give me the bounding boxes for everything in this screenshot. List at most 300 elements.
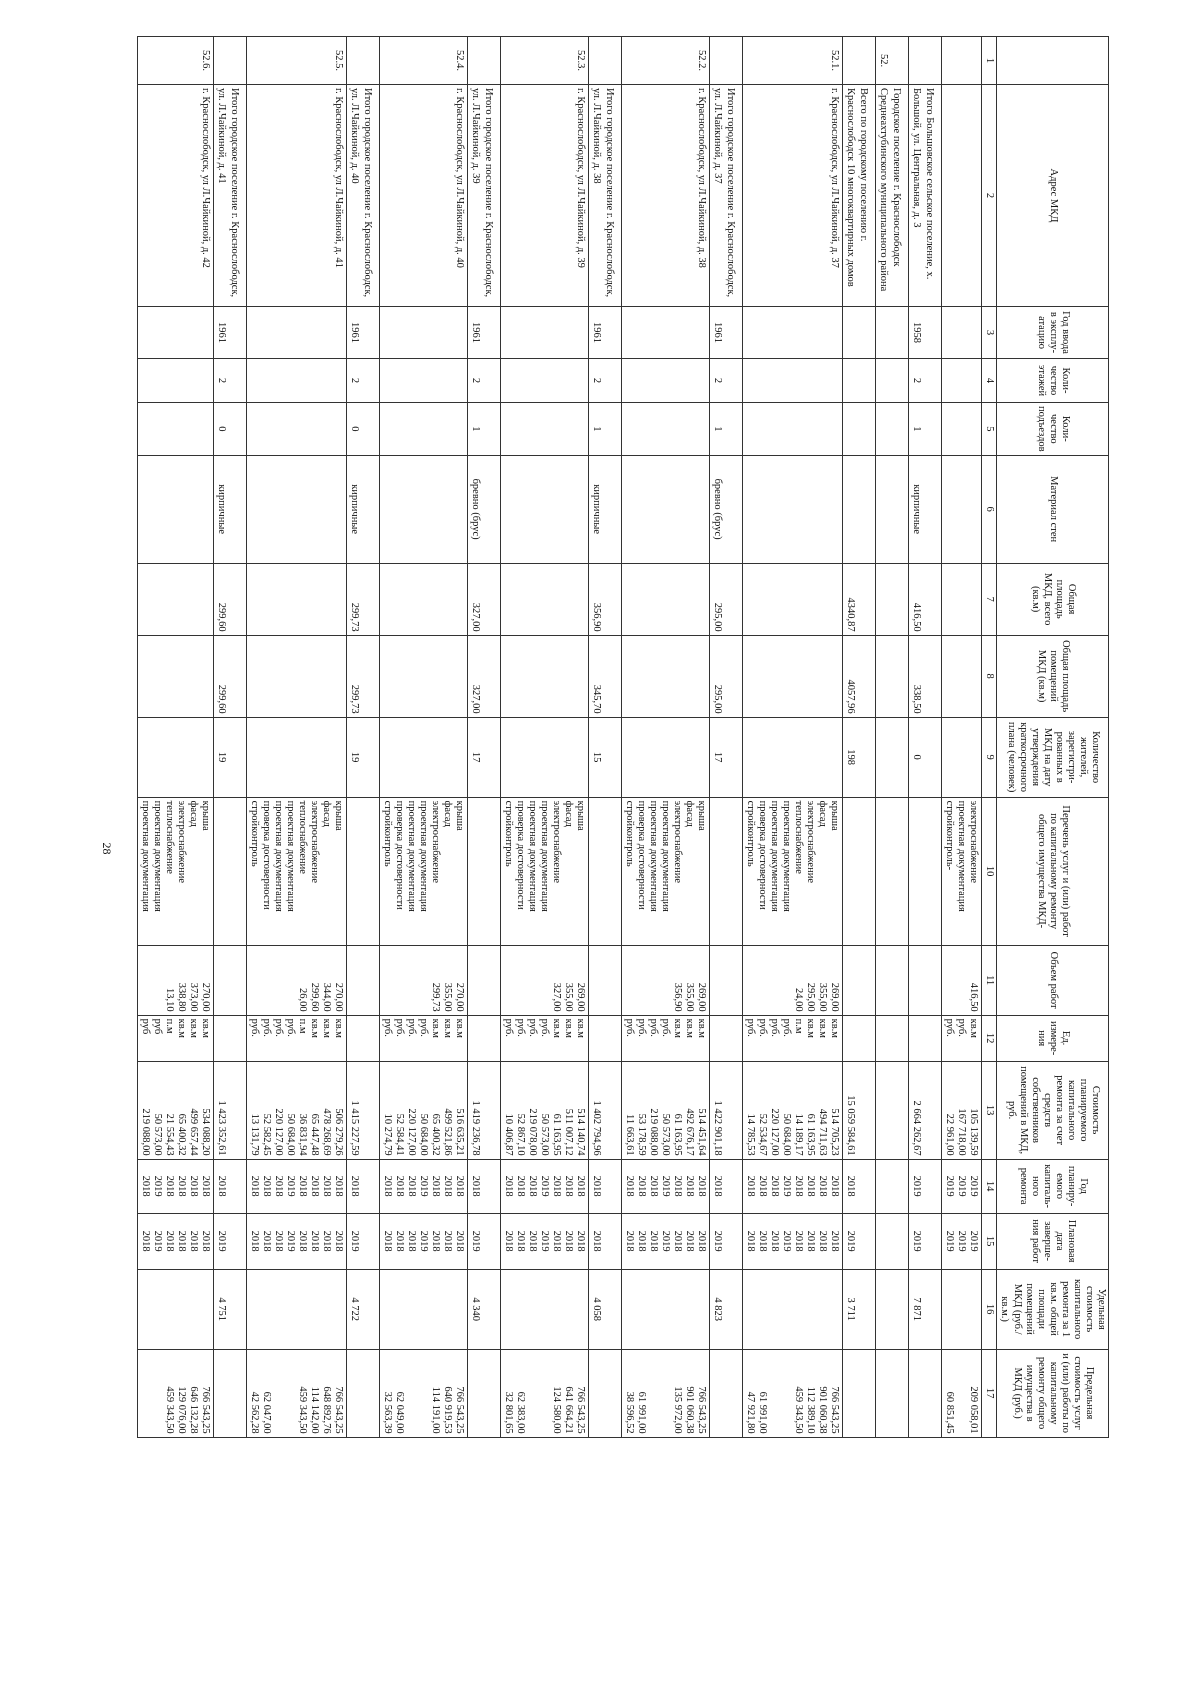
cost-value: 220 127,00	[273, 1108, 285, 1156]
address-cell: г. Краснослободск, ул Л.Чайкиной, д. 40	[380, 85, 468, 307]
entrances-count: 1	[468, 403, 501, 456]
empty-cell	[247, 717, 347, 797]
column-header: Удельная стоимость капитального ремонта за 1 кв.м. общей площади помещений МКД (руб./кв.м.)	[997, 1269, 1109, 1349]
limit-value: 61 991,00	[636, 1391, 648, 1434]
year-value: 2019	[539, 1175, 551, 1197]
work-item: крыша	[696, 800, 708, 831]
empty-cell	[909, 797, 942, 945]
work-item: крыша	[829, 800, 841, 831]
empty-cell	[843, 797, 876, 945]
floors-count: 2	[710, 359, 743, 403]
work-item: проектная документация	[648, 800, 660, 912]
unit-value: руб.	[249, 1018, 261, 1037]
year-value: 2019	[660, 1175, 672, 1197]
residents-count: 0	[909, 717, 942, 797]
empty-cell	[622, 359, 710, 403]
year-value: 2019	[418, 1175, 430, 1197]
area-total: 4340,87	[843, 563, 876, 635]
empty-cell	[468, 1349, 501, 1437]
limit-value	[768, 1353, 780, 1434]
date-value: 2019	[152, 1230, 164, 1252]
cost-value: 11 663,61	[624, 1114, 636, 1156]
empty-cell	[214, 945, 247, 1015]
year-built: 1961	[347, 307, 380, 359]
unit-list	[743, 1015, 843, 1061]
unit-value: руб.	[382, 1018, 394, 1037]
column-number: 4	[982, 359, 997, 403]
limit-value: 60 851,45	[944, 1391, 956, 1434]
empty-cell	[876, 1349, 909, 1437]
limit-value: 766 543,25	[454, 1386, 466, 1434]
empty-cell	[501, 403, 589, 456]
row-number: 52.2.	[622, 37, 710, 85]
area-rooms: 299,73	[347, 635, 380, 717]
cost-value: 511 007,12	[563, 1108, 575, 1156]
limit-value	[780, 1353, 792, 1434]
empty-cell	[138, 455, 214, 563]
empty-cell	[876, 797, 909, 945]
cost-value: 52 584,41	[394, 1113, 406, 1156]
year-built	[843, 307, 876, 359]
cost-value: 492 676,17	[684, 1108, 696, 1156]
date-value: 2018	[309, 1230, 321, 1252]
floors-count: 2	[589, 359, 622, 403]
work-item: электроснабжение	[176, 800, 188, 883]
unit-value: п.м	[793, 1018, 805, 1034]
cost-value: 22 961,00	[944, 1113, 956, 1156]
area-rooms: 338,50	[909, 635, 942, 717]
date-list	[743, 1213, 843, 1269]
cost-value: 65 400,32	[430, 1113, 442, 1156]
row-number: 52.5.	[247, 37, 347, 85]
year-value: 2018	[249, 1175, 261, 1197]
cost-value: 167 718,00	[956, 1108, 968, 1156]
unit-value: кв.м	[968, 1018, 980, 1038]
cost-value: 61 163,95	[551, 1113, 563, 1156]
volume-value	[284, 949, 296, 1012]
year-list	[622, 1159, 710, 1213]
cost-value: 50 573,00	[152, 1113, 164, 1156]
work-item: электроснабжение	[430, 800, 442, 883]
column-number: 9	[982, 717, 997, 797]
year-value: 2018	[297, 1175, 309, 1197]
wall-material: бревно (брус)	[468, 455, 501, 563]
cost-value: 514 451,64	[696, 1108, 708, 1156]
empty-cell	[214, 37, 247, 85]
unit-value: кв.м	[430, 1018, 442, 1038]
wall-material: бревно (брус)	[710, 455, 743, 563]
limit-value: 766 543,25	[333, 1386, 345, 1434]
date-value: 2018	[696, 1230, 708, 1252]
row-number	[843, 37, 876, 85]
total-cost: 2 664 262,67	[909, 1061, 942, 1159]
limit-value	[647, 1353, 659, 1434]
limit-value: 640 919,53	[442, 1386, 454, 1434]
column-header: Год планиру-емого капиталь-ного ремонта	[997, 1159, 1109, 1213]
cost-value: 506 279,26	[333, 1108, 345, 1156]
row-number: 52.	[876, 37, 909, 85]
plan-year: 2018	[468, 1159, 501, 1213]
volume-value	[623, 949, 635, 1012]
cost-value: 14 785,53	[745, 1113, 757, 1156]
year-value: 2018	[394, 1175, 406, 1197]
limit-value: 32 563,39	[382, 1391, 394, 1434]
cost-value: 220 127,00	[769, 1108, 781, 1156]
work-item: проектная документация	[769, 800, 781, 912]
empty-cell	[501, 563, 589, 635]
limit-value: 648 892,76	[321, 1386, 333, 1434]
volume-value	[538, 949, 550, 1012]
year-built: 1961	[468, 307, 501, 359]
date-list	[138, 1213, 214, 1269]
wall-material: кирпичные	[347, 455, 380, 563]
area-total: 327,00	[468, 563, 501, 635]
volume-value	[526, 949, 538, 1012]
unit-value: руб.	[636, 1018, 648, 1037]
unit-value: руб.	[781, 1018, 793, 1037]
work-item: крыша	[454, 800, 466, 831]
date-value: 2018	[176, 1230, 188, 1252]
total-cost: 1 422 901,18	[710, 1061, 743, 1159]
work-list	[501, 797, 589, 945]
unit-value: кв.м	[200, 1018, 212, 1038]
limit-value	[405, 1353, 417, 1434]
cost-value: 61 163,95	[672, 1113, 684, 1156]
work-item: электроснабжение	[672, 800, 684, 883]
cost-value: 65 400,32	[176, 1113, 188, 1156]
volume-value: 270,00	[200, 982, 212, 1012]
end-date: 2018	[589, 1213, 622, 1269]
floors-count: 2	[468, 359, 501, 403]
work-list	[380, 797, 468, 945]
address-cell: г. Краснослободск, ул Л.Чайкиной, д. 42	[138, 85, 214, 307]
area-total: 356,90	[589, 563, 622, 635]
date-value: 2018	[321, 1230, 333, 1252]
limit-value: 135 972,00	[672, 1386, 684, 1434]
area-total: 416,50	[909, 563, 942, 635]
year-value: 2018	[684, 1175, 696, 1197]
volume-value: 327,00	[551, 982, 563, 1012]
column-number: 10	[982, 797, 997, 945]
volume-value	[381, 949, 393, 1012]
work-item: проектная документация	[956, 800, 968, 912]
unit-value: кв.м	[551, 1018, 563, 1038]
volume-value	[260, 949, 272, 1012]
year-value: 2018	[176, 1175, 188, 1197]
unit-value: руб.	[527, 1018, 539, 1037]
date-value: 2018	[817, 1230, 829, 1252]
limit-list	[380, 1349, 468, 1437]
plan-year: 2018	[710, 1159, 743, 1213]
empty-cell	[468, 37, 501, 85]
column-header: Материал стен	[997, 455, 1109, 563]
year-value: 2018	[503, 1175, 515, 1197]
volume-value	[502, 949, 514, 1012]
empty-cell	[589, 1349, 622, 1437]
limit-value: 766 543,25	[200, 1386, 212, 1434]
cost-value: 105 139,59	[968, 1108, 980, 1156]
column-number: 1	[982, 37, 997, 85]
cost-value: 65 447,48	[309, 1113, 321, 1156]
empty-cell	[622, 403, 710, 456]
empty-cell	[622, 307, 710, 359]
year-value: 2018	[333, 1175, 345, 1197]
limit-value: 129 076,00	[176, 1386, 188, 1434]
work-item: проверка достоверности	[515, 800, 527, 910]
volume-list	[942, 945, 982, 1015]
unit-value: кв.м	[672, 1018, 684, 1038]
row-number: 52.6.	[138, 37, 214, 85]
empty-cell	[942, 717, 982, 797]
cost-value: 52 582,45	[261, 1113, 273, 1156]
year-list	[247, 1159, 347, 1213]
cost-list	[247, 1061, 347, 1159]
volume-value: 344,00	[321, 982, 333, 1012]
end-date: 2019	[214, 1213, 247, 1269]
limit-list	[138, 1349, 214, 1437]
unit-value: руб.	[503, 1018, 515, 1037]
volume-value: 299,73	[430, 982, 442, 1012]
year-value: 2018	[430, 1175, 442, 1197]
year-value: 2019	[944, 1175, 956, 1197]
address-cell: г. Краснослободск, ул Л.Чайкиной, д. 39	[501, 85, 589, 307]
volume-value: 338,80	[176, 982, 188, 1012]
empty-cell	[468, 945, 501, 1015]
column-number: 6	[982, 455, 997, 563]
unit-list	[942, 1015, 982, 1061]
date-value: 2019	[418, 1230, 430, 1252]
empty-cell	[622, 455, 710, 563]
volume-value	[417, 949, 429, 1012]
residents-count: 15	[589, 717, 622, 797]
empty-cell	[876, 945, 909, 1015]
empty-cell	[380, 455, 468, 563]
cost-list	[743, 1061, 843, 1159]
work-item: фасад	[442, 800, 454, 827]
unit-cost: 4 751	[214, 1269, 247, 1349]
work-list	[247, 797, 347, 945]
unit-cost: 4 823	[710, 1269, 743, 1349]
empty-cell	[743, 717, 843, 797]
volume-value: 373,00	[188, 982, 200, 1012]
year-value: 2018	[551, 1175, 563, 1197]
plan-year: 2018	[843, 1159, 876, 1213]
work-list	[138, 797, 214, 945]
empty-cell	[589, 797, 622, 945]
work-item: электроснабжение	[968, 800, 980, 883]
volume-value: 355,00	[563, 982, 575, 1012]
limit-value	[526, 1353, 538, 1434]
year-value: 2019	[781, 1175, 793, 1197]
end-date: 2019	[710, 1213, 743, 1269]
volume-value	[943, 949, 955, 1012]
unit-list	[501, 1015, 589, 1061]
area-rooms: 295,00	[710, 635, 743, 717]
work-item: проектная документация	[285, 800, 297, 912]
limit-value: 641 664,21	[563, 1386, 575, 1434]
address-cell: Городское поселение г. Краснослободск Среднеахтубинского муниципального района	[876, 85, 909, 307]
empty-cell	[380, 403, 468, 456]
empty-cell	[247, 635, 347, 717]
date-value: 2018	[757, 1230, 769, 1252]
year-value: 2018	[321, 1175, 333, 1197]
unit-value: кв.м	[684, 1018, 696, 1038]
cost-value: 10 406,87	[503, 1113, 515, 1156]
work-item: стройконтроль	[382, 800, 394, 867]
unit-cost: 4 058	[589, 1269, 622, 1349]
date-value: 2018	[684, 1230, 696, 1252]
limit-value: 47 921,80	[745, 1391, 757, 1434]
volume-value	[744, 949, 756, 1012]
plan-year: 2018	[589, 1159, 622, 1213]
empty-cell	[909, 1015, 942, 1061]
empty-cell	[501, 1269, 589, 1349]
empty-cell	[247, 455, 347, 563]
limit-value: 62 047,00	[261, 1391, 273, 1434]
work-item: стройконтроль	[745, 800, 757, 867]
wall-material: кирпичные	[214, 455, 247, 563]
residents-count: 19	[214, 717, 247, 797]
volume-value	[151, 949, 163, 1012]
date-value: 2019	[968, 1230, 980, 1252]
unit-value: руб.	[944, 1018, 956, 1037]
work-item: проектная документация	[140, 800, 152, 912]
limit-value	[272, 1353, 284, 1434]
address-cell: Итого Большовское сельское поселение, х. Большой, ул. Центральная, д. 3	[909, 85, 942, 307]
limit-value	[955, 1353, 967, 1434]
cost-value: 36 831,94	[297, 1113, 309, 1156]
entrances-count: 1	[589, 403, 622, 456]
year-value: 2018	[672, 1175, 684, 1197]
date-value: 2018	[188, 1230, 200, 1252]
year-list	[501, 1159, 589, 1213]
limit-value: 32 801,65	[503, 1391, 515, 1434]
volume-value: 13,10	[164, 988, 176, 1012]
volume-value	[780, 949, 792, 1012]
plan-year: 2018	[214, 1159, 247, 1213]
empty-cell	[942, 1269, 982, 1349]
volume-value: 270,00	[333, 982, 345, 1012]
empty-cell	[843, 945, 876, 1015]
empty-cell	[214, 797, 247, 945]
cost-value: 516 635,21	[454, 1108, 466, 1156]
unit-list	[380, 1015, 468, 1061]
empty-cell	[347, 1349, 380, 1437]
entrances-count: 0	[347, 403, 380, 456]
date-list	[247, 1213, 347, 1269]
work-item: стройконтроль	[503, 800, 515, 867]
limit-value: 766 543,25	[575, 1386, 587, 1434]
year-list	[138, 1159, 214, 1213]
empty-cell	[347, 37, 380, 85]
cost-value: 220 127,00	[406, 1108, 418, 1156]
cost-value: 52 534,67	[757, 1113, 769, 1156]
empty-cell	[942, 455, 982, 563]
total-cost: 1 423 352,61	[214, 1061, 247, 1159]
work-item: проектная документация	[781, 800, 793, 912]
entrances-count: 1	[710, 403, 743, 456]
volume-value: 270,00	[454, 982, 466, 1012]
unit-value: руб.	[273, 1018, 285, 1037]
residents-count: 19	[347, 717, 380, 797]
empty-cell	[843, 1349, 876, 1437]
column-header: Перечень услуг и (или) работ по капитальному ремонту общего имущества МКД-	[997, 797, 1109, 945]
date-value: 2018	[527, 1230, 539, 1252]
date-value: 2019	[944, 1230, 956, 1252]
limit-value	[417, 1353, 429, 1434]
column-header: Предельная стоимость услуг и (или) работы по капитальному ремонту общего имущества в МКД (руб.)	[997, 1349, 1109, 1437]
wall-material: кирпичные	[909, 455, 942, 563]
limit-list	[942, 1349, 982, 1437]
floors-count: 2	[909, 359, 942, 403]
area-rooms: 345,70	[589, 635, 622, 717]
floors-count: 2	[214, 359, 247, 403]
empty-cell	[743, 359, 843, 403]
year-value: 2019	[285, 1175, 297, 1197]
work-item: проектная документация	[539, 800, 551, 912]
area-total: 295,00	[710, 563, 743, 635]
volume-list	[501, 945, 589, 1015]
year-value: 2018	[636, 1175, 648, 1197]
work-list	[942, 797, 982, 945]
entrances-count: 0	[214, 403, 247, 456]
empty-cell	[942, 37, 982, 85]
entrances-count: 1	[909, 403, 942, 456]
unit-value: руб.	[515, 1018, 527, 1037]
year-value: 2018	[309, 1175, 321, 1197]
empty-cell	[743, 403, 843, 456]
volume-value	[647, 949, 659, 1012]
empty-cell	[942, 307, 982, 359]
column-number: 3	[982, 307, 997, 359]
unit-value: кв.м	[454, 1018, 466, 1038]
unit-list	[247, 1015, 347, 1061]
empty-cell	[501, 635, 589, 717]
date-value: 2018	[333, 1230, 345, 1252]
year-value: 2019	[956, 1175, 968, 1197]
empty-cell	[138, 1269, 214, 1349]
unit-value: руб.	[285, 1018, 297, 1037]
date-value: 2018	[164, 1230, 176, 1252]
year-built	[876, 307, 909, 359]
empty-cell	[380, 563, 468, 635]
cost-value: 219 088,00	[648, 1108, 660, 1156]
cost-value: 13 131,79	[249, 1113, 261, 1156]
date-value: 2018	[430, 1230, 442, 1252]
empty-cell	[743, 635, 843, 717]
empty-cell	[501, 359, 589, 403]
empty-cell	[942, 635, 982, 717]
address-cell: Итого городское поселение г. Краснослободск, ул. Л.Чайкиной, д. 39	[468, 85, 501, 307]
work-item: фасад	[684, 800, 696, 827]
unit-cost	[876, 1269, 909, 1349]
date-value: 2019	[956, 1230, 968, 1252]
limit-value: 459 343,50	[793, 1386, 805, 1434]
empty-cell	[622, 635, 710, 717]
empty-cell	[468, 797, 501, 945]
year-value: 2018	[273, 1175, 285, 1197]
unit-value: кв.м	[817, 1018, 829, 1038]
empty-cell	[247, 563, 347, 635]
empty-cell	[347, 1015, 380, 1061]
residents-count	[876, 717, 909, 797]
work-item: фасад	[563, 800, 575, 827]
work-item: стройконтроль	[249, 800, 261, 867]
area-rooms: 4057,96	[843, 635, 876, 717]
empty-cell	[380, 717, 468, 797]
volume-value: 269,00	[696, 982, 708, 1012]
address-cell: Всего по городскому поселению г. Краснослободск 10 многоквартирных домов	[843, 85, 876, 307]
